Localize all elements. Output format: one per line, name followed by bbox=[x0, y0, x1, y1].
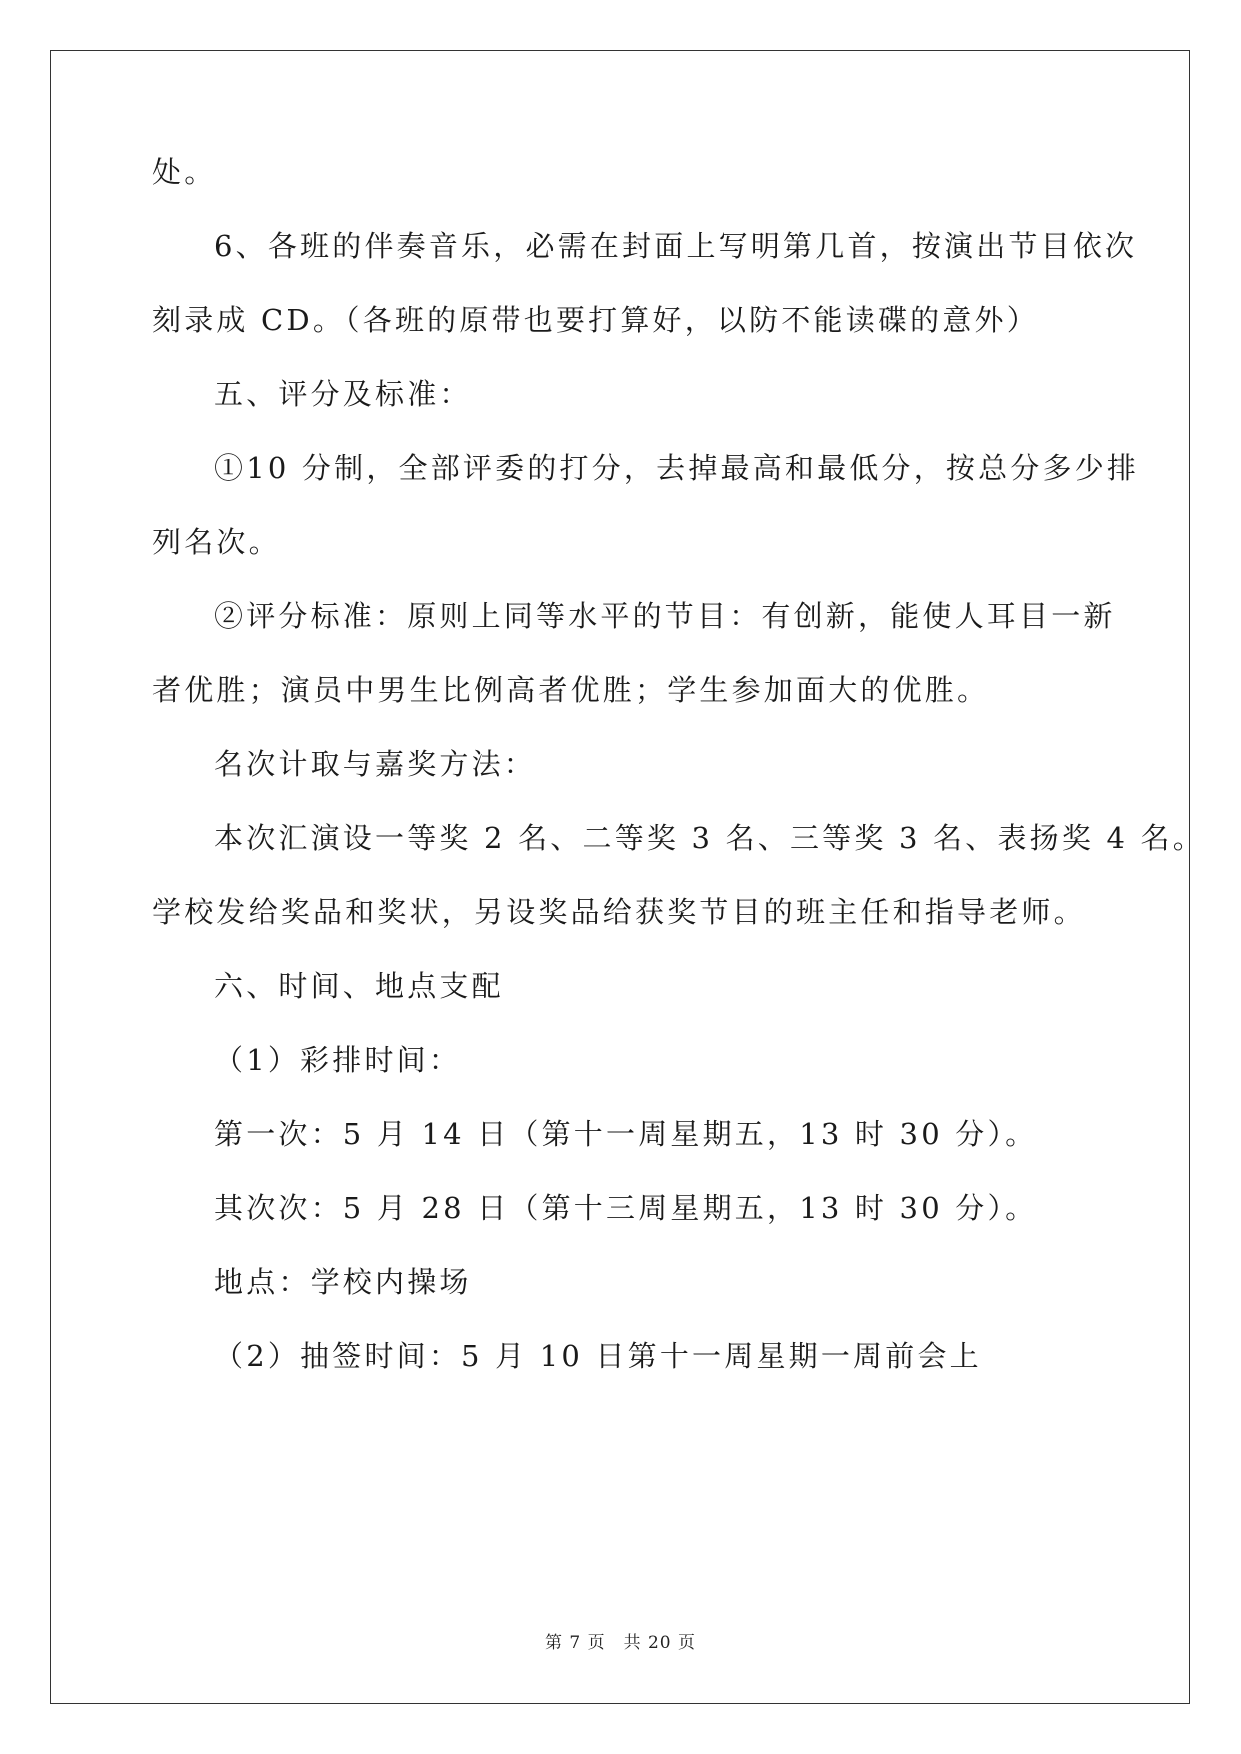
text-line: ②评分标准：原则上同等水平的节目：有创新，能使人耳目一新 bbox=[214, 599, 1116, 633]
section-heading: 五、评分及标准： bbox=[214, 377, 472, 411]
text-line: 刻录成 CD。（各班的原带也要打算好，以防不能读碟的意外） bbox=[152, 303, 1039, 337]
text-line: （2）抽签时间：5 月 10 日第十一周星期一周前会上 bbox=[214, 1339, 982, 1373]
text-line: 学校发给奖品和奖状，另设奖品给获奖节目的班主任和指导老师。 bbox=[152, 895, 1086, 929]
text-line: 列名次。 bbox=[152, 525, 281, 559]
text-line: 其次次：5 月 28 日（第十三周星期五，13 时 30 分）。 bbox=[214, 1191, 1038, 1225]
page-border bbox=[50, 50, 1190, 1704]
text-line: （1）彩排时间： bbox=[214, 1043, 462, 1077]
text-line: 6、各班的伴奏音乐，必需在封面上写明第几首，按演出节目依次 bbox=[214, 229, 1138, 263]
text-line: 处。 bbox=[152, 155, 217, 189]
text-line: 第一次：5 月 14 日（第十一周星期五，13 时 30 分）。 bbox=[214, 1117, 1038, 1151]
text-line: 本次汇演设一等奖 2 名、二等奖 3 名、三等奖 3 名、表扬奖 4 名。 bbox=[214, 821, 1205, 855]
text-line: ①10 分制，全部评委的打分，去掉最高和最低分，按总分多少排 bbox=[214, 451, 1140, 485]
text-line: 者优胜；演员中男生比例高者优胜；学生参加面大的优胜。 bbox=[152, 673, 990, 707]
section-heading: 名次计取与嘉奖方法： bbox=[214, 747, 537, 781]
page-number: 第 7 页 共 20 页 bbox=[544, 1633, 697, 1653]
text-line: 地点：学校内操场 bbox=[214, 1265, 472, 1299]
section-heading: 六、时间、地点支配 bbox=[214, 969, 504, 1003]
